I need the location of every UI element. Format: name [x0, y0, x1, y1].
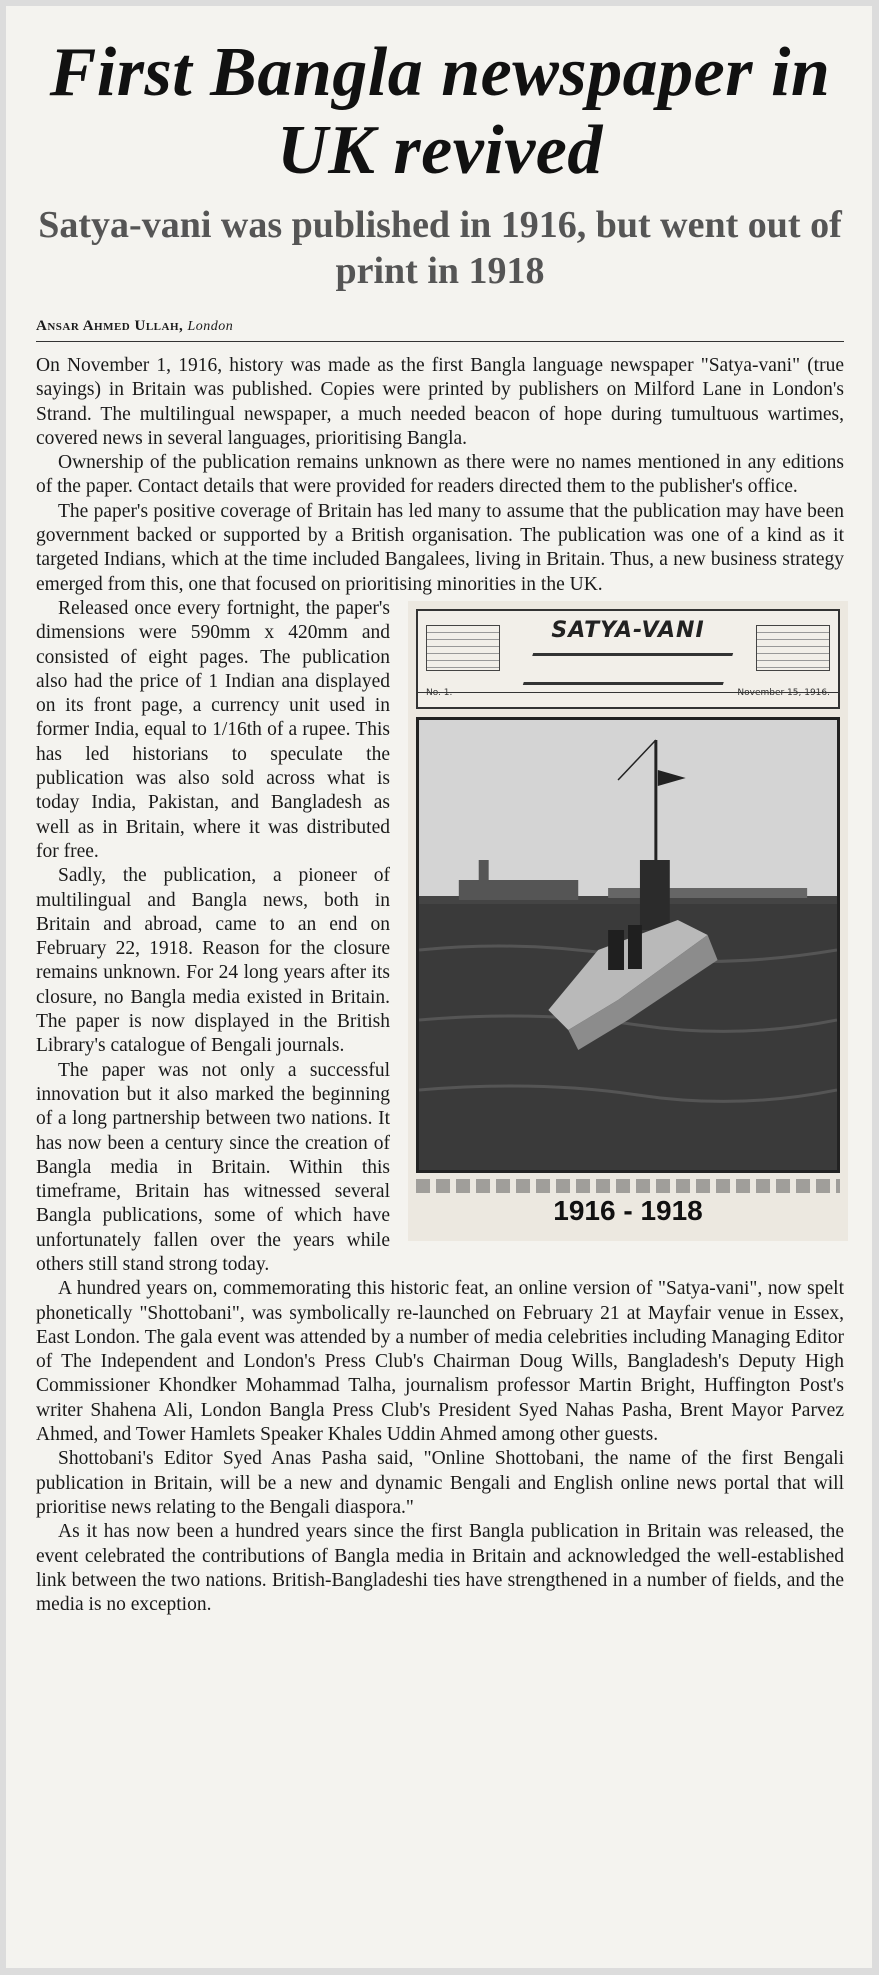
masthead-left-box: [426, 625, 500, 671]
year-range-caption: 1916 - 1918: [553, 1194, 703, 1226]
paragraph: Ownership of the publication remains unknown as there were no names mentioned in any editions of the paper. Contact details that were provided for readers directed them to the publisher's office.: [36, 452, 844, 498]
article-body: [36, 354, 844, 1617]
paragraph: The paper was not only a successful innovation but it also marked the beginning of a long partnership between two nations. It has now been a century since the creation of Bangla media in Britain. Within this timeframe, Britain has witnessed several Bangla publications, some of which have unfortunately fallen over the years while others still stand strong today.: [36, 1059, 390, 1275]
paragraph: A hundred years on, commemorating this historic feat, an online version of "Satya-vani", now spelt phonetically "Shottobani", was symbolically re-launched on February 21 at Mayfair venue in Essex, East London. The gala event was attended by a number of media celebrities including Managing Editor of The Independent and London's Press Club's Chairman Doug Wills, Bangladesh's Deputy High Commissioner Khondker Mohammad Talha, journalism professor Martin Bright, Huffington Post's writer Shahena Ali, London Bangla Press Club's President Syed Nahas Pasha, Brent Mayor Parvez Ahmed, and Tower Hamlets Speaker Khales Uddin Ahmed among other guests.: [36, 1278, 844, 1446]
paragraph: Shottobani's Editor Syed Anas Pasha said, "Online Shottobani, the name of the first Bengali publication in Britain, will be a new and dynamic Bengali and English online news portal that will prioritise news relating to the Bengali diaspora.": [36, 1448, 844, 1518]
byline: [36, 318, 844, 342]
submarine-photo: [416, 717, 840, 1173]
satya-vani-masthead: [416, 609, 840, 709]
submarine-illustration: [419, 720, 837, 1170]
paragraph: On November 1, 1916, history was made as the first Bangla language newspaper "Satya-vani" (true sayings) in Britain was published. Copies were printed by publishers on Milford Lane in London's Strand. The multilingual newspaper, a much needed beacon of hope during tumultuous wartimes, covered news in several languages, prioritising Bangla.: [36, 355, 844, 449]
paragraph: Released once every fortnight, the paper's dimensions were 590mm x 420mm and consisted of eight pages. The publication also had the price of 1 Indian ana displayed on its front page, a currency unit used in former India, equal to 1/16th of a rupee. This has led historians to speculate the publication was also sold across what is today India, Pakistan, and Bangladesh as well as in Britain, where it was distributed for free.: [36, 597, 390, 862]
masthead-script-logo: [523, 653, 733, 685]
author-name: Ansar Ahmed Ullah,: [36, 318, 184, 334]
newspaper-photo: [408, 601, 848, 1241]
photo-caption-text: [416, 1179, 840, 1193]
masthead-date: November 15, 1916.: [737, 687, 830, 698]
author-location: London: [187, 319, 234, 334]
subheadline: Satya-vani was published in 1916, but went out of print in 1918: [38, 204, 842, 292]
newspaper-page: [6, 6, 872, 1968]
masthead-title: SATYA-VANI: [551, 617, 705, 643]
masthead-issue: No. 1.: [426, 687, 453, 698]
masthead-right-box: [756, 625, 830, 671]
headline: First Bangla newspaper in UK revived: [49, 34, 831, 189]
paragraph: The paper's positive coverage of Britain has led many to assume that the publication may have been government backed or supported by a British organisation. The publication was one of a kind as it targeted Indians, which at the time included Bangalees, living in Britain. Thus, a new business strategy emerged from this, one that focused on prioritising minorities in the UK.: [36, 500, 844, 595]
paragraph: As it has now been a hundred years since the first Bangla publication in Britain was released, the event celebrated the contributions of Bangla media in Britain and acknowledged the well-established link between the two nations. British-Bangladeshi ties have strengthened in a number of fields, and the media is no exception.: [36, 1521, 844, 1616]
paragraph: Sadly, the publication, a pioneer of multilingual and Bangla news, both in Britain and abroad, came to an end on February 22, 1918. Reason for the closure remains unknown. For 24 long years after its closure, no Bangla media existed in Britain. The paper is now displayed in the British Library's catalogue of Bengali journals.: [36, 865, 390, 1057]
